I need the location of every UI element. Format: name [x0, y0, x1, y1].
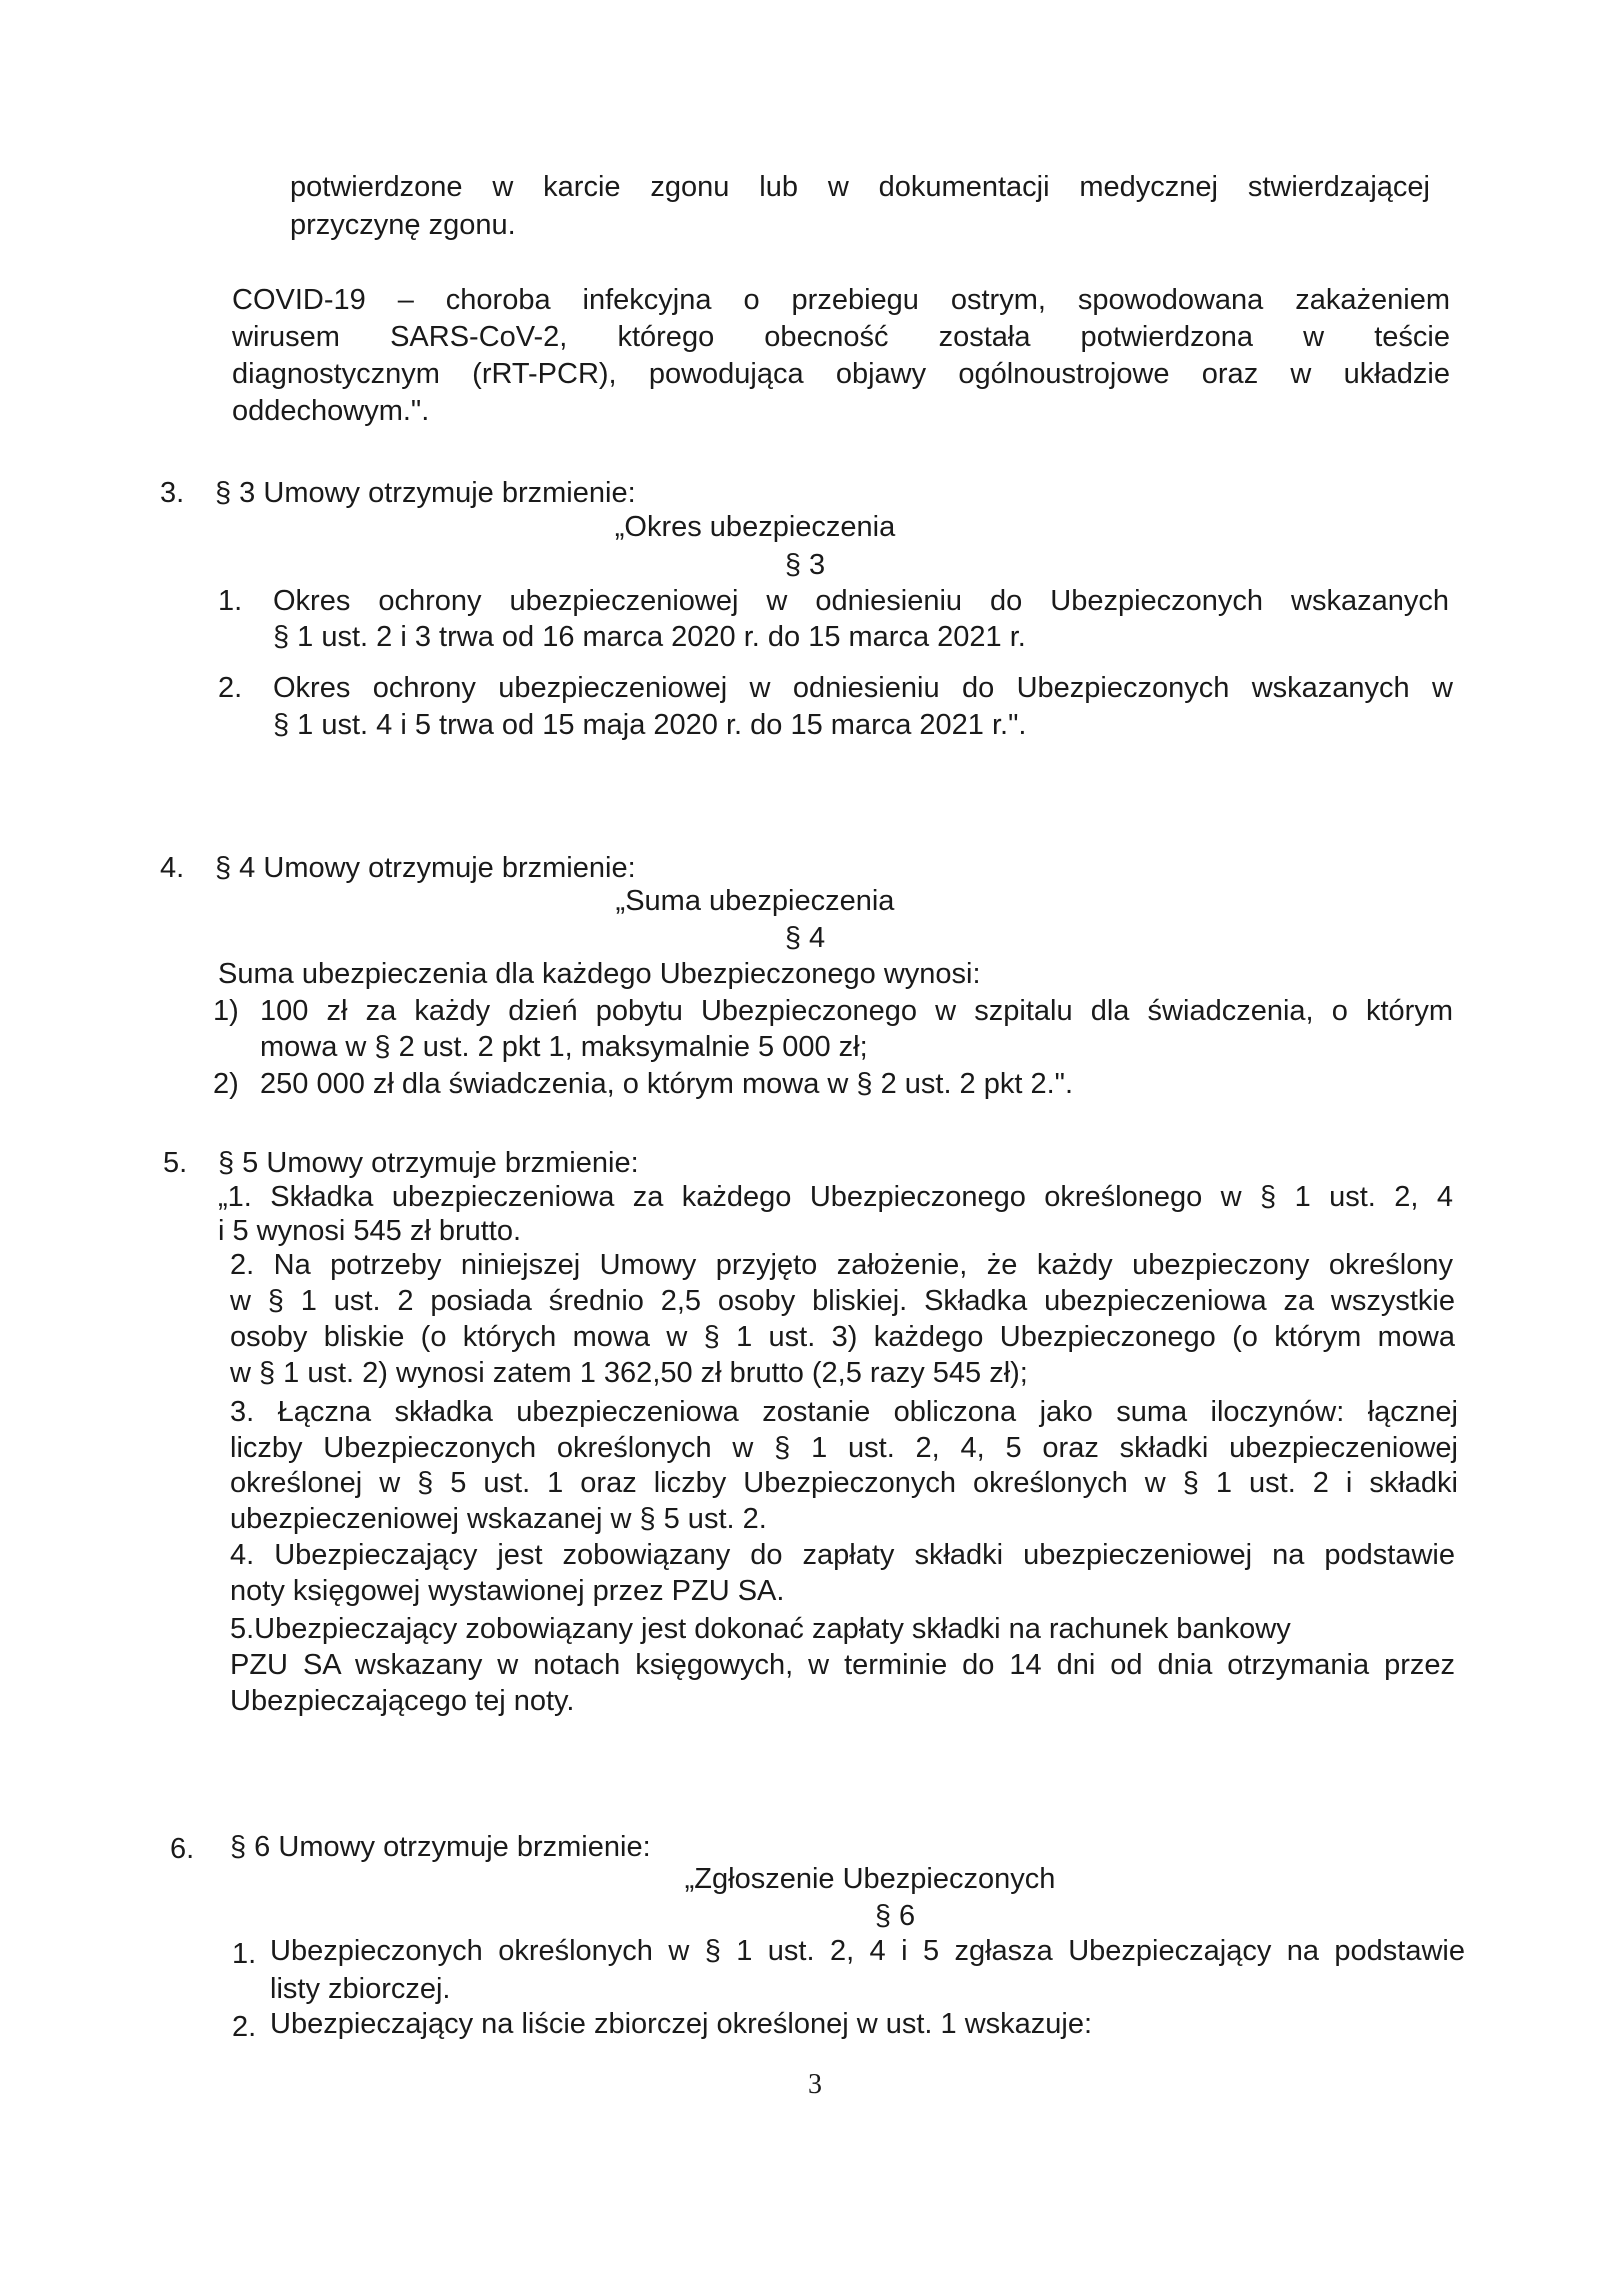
item-number: 3.	[160, 477, 185, 509]
list-number: 2)	[213, 1068, 239, 1100]
premium-text-line: w § 1 ust. 2 posiada średnio 2,5 osoby bliskiej. Składka ubezpieczeniowa za wszystkie	[230, 1285, 1455, 1317]
list-number: 2.	[218, 672, 243, 704]
premium-text-line: Ubezpieczającego tej noty.	[230, 1685, 575, 1717]
paragraph-symbol: § 4	[784, 922, 826, 954]
list-item-line: Ubezpieczający na liście zbiorczej określonej w ust. 1 wskazuje:	[270, 2008, 1093, 2040]
covid-definition-line: oddechowym.".	[232, 395, 430, 427]
premium-text-line: „1. Składka ubezpieczeniowa za każdego Ubezpieczonego określonego w § 1 ust. 2, 4	[218, 1181, 1453, 1213]
premium-text-line: w § 1 ust. 2) wynosi zatem 1 362,50 zł brutto (2,5 razy 545 zł);	[230, 1357, 1028, 1389]
item-heading: § 5 Umowy otrzymuje brzmienie:	[218, 1147, 639, 1179]
item-number: 5.	[163, 1147, 188, 1179]
covid-definition-line: diagnostycznym (rRT-PCR), powodująca objawy ogólnoustrojowe oraz w układzie	[232, 358, 1450, 390]
list-item-line: listy zbiorczej.	[270, 1973, 451, 2005]
section-title: „Suma ubezpieczenia	[615, 885, 895, 917]
list-number: 1.	[218, 585, 243, 617]
lead-text: Suma ubezpieczenia dla każdego Ubezpieczonego wynosi:	[218, 958, 981, 990]
premium-text-line: 4. Ubezpieczający jest zobowiązany do zapłaty składki ubezpieczeniowej na podstawie	[230, 1539, 1455, 1571]
list-item-line: 250 000 zł dla świadczenia, o którym mowa w § 2 ust. 2 pkt 2.".	[260, 1068, 1074, 1100]
list-item-line: mowa w § 2 ust. 2 pkt 1, maksymalnie 5 000 zł;	[260, 1031, 868, 1063]
item-heading: § 3 Umowy otrzymuje brzmienie:	[215, 477, 636, 509]
list-number: 1.	[232, 1938, 257, 1970]
premium-text-line: 5.Ubezpieczający zobowiązany jest dokonać zapłaty składki na rachunek bankowy	[230, 1613, 1291, 1645]
intro-line: potwierdzone w karcie zgonu lub w dokumentacji medycznej stwierdzającej	[290, 171, 1430, 203]
premium-text-line: 2. Na potrzeby niniejszej Umowy przyjęto założenie, że każdy ubezpieczony określony	[230, 1249, 1453, 1281]
list-item-line: Okres ochrony ubezpieczeniowej w odniesieniu do Ubezpieczonych wskazanych w	[273, 672, 1453, 704]
item-number: 4.	[160, 852, 185, 884]
list-item-line: § 1 ust. 2 i 3 trwa od 16 marca 2020 r. do 15 marca 2021 r.	[273, 621, 1026, 653]
paragraph-symbol: § 6	[874, 1900, 916, 1932]
premium-text-line: osoby bliskie (o których mowa w § 1 ust. 3) każdego Ubezpieczonego (o którym mowa	[230, 1321, 1455, 1353]
list-number: 2.	[232, 2011, 257, 2043]
list-item-line: § 1 ust. 4 i 5 trwa od 15 maja 2020 r. do 15 marca 2021 r.".	[273, 709, 1027, 741]
paragraph-symbol: § 3	[784, 549, 826, 581]
premium-text-line: określonej w § 5 ust. 1 oraz liczby Ubezpieczonych określonych w § 1 ust. 2 i składki	[230, 1467, 1458, 1499]
list-item-line: 100 zł za każdy dzień pobytu Ubezpieczonego w szpitalu dla świadczenia, o którym	[260, 995, 1453, 1027]
item-number: 6.	[170, 1833, 195, 1865]
item-heading: § 6 Umowy otrzymuje brzmienie:	[230, 1831, 651, 1863]
section-title: „Okres ubezpieczenia	[614, 511, 896, 543]
covid-definition-line: wirusem SARS-CoV-2, którego obecność została potwierdzona w teście	[232, 321, 1450, 353]
intro-line: przyczynę zgonu.	[290, 209, 516, 241]
covid-definition-line: COVID-19 – choroba infekcyjna o przebiegu ostrym, spowodowana zakażeniem	[232, 284, 1450, 316]
premium-text-line: 3. Łączna składka ubezpieczeniowa zostanie obliczona jako suma iloczynów: łącznej	[230, 1396, 1458, 1428]
list-number: 1)	[213, 995, 239, 1027]
page-number: 3	[808, 2069, 822, 2100]
list-item-line: Okres ochrony ubezpieczeniowej w odniesieniu do Ubezpieczonych wskazanych	[273, 585, 1449, 617]
list-item-line: Ubezpieczonych określonych w § 1 ust. 2, 4 i 5 zgłasza Ubezpieczający na podstawie	[270, 1935, 1465, 1967]
item-heading: § 4 Umowy otrzymuje brzmienie:	[215, 852, 636, 884]
premium-text-line: PZU SA wskazany w notach księgowych, w terminie do 14 dni od dnia otrzymania przez	[230, 1649, 1455, 1681]
premium-text-line: noty księgowej wystawionej przez PZU SA.	[230, 1575, 785, 1607]
section-title: „Zgłoszenie Ubezpieczonych	[684, 1863, 1056, 1895]
premium-text-line: liczby Ubezpieczonych określonych w § 1 ust. 2, 4, 5 oraz składki ubezpieczeniowej	[230, 1432, 1458, 1464]
premium-text-line: i 5 wynosi 545 zł brutto.	[218, 1215, 522, 1247]
premium-text-line: ubezpieczeniowej wskazanej w § 5 ust. 2.	[230, 1503, 767, 1535]
